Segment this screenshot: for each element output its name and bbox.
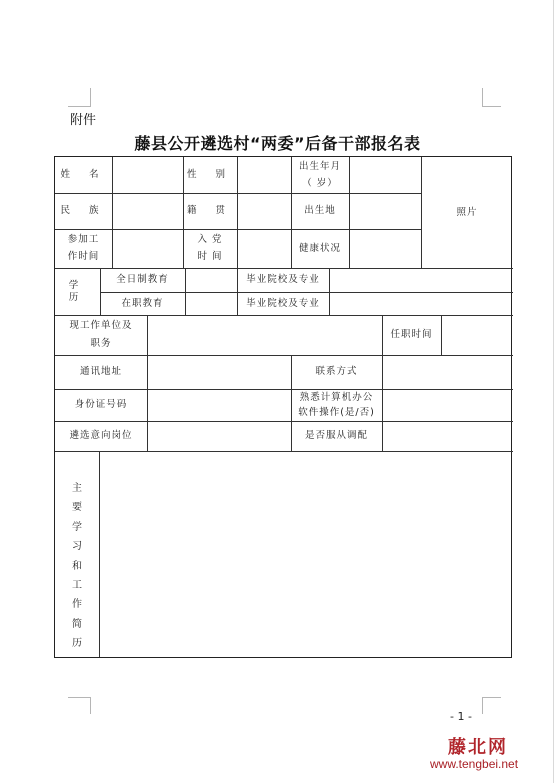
resume-char: 学: [72, 521, 82, 533]
computer-skill-label-2: 软件操作(是/否): [298, 406, 375, 418]
name-label: 姓 名: [60, 169, 107, 180]
col-line: [349, 157, 350, 268]
crop-mark-bottom-right: [482, 697, 501, 714]
fulltime-education-label: 全日制教育: [116, 274, 169, 285]
attachment-label: 附件: [70, 113, 97, 128]
photo-label: 照片: [456, 206, 478, 218]
resume-char: 要: [72, 502, 82, 514]
current-job-label: 现工作单位及: [69, 320, 133, 331]
registration-form-table: [54, 156, 512, 658]
watermark-logo-text: 藤北网: [448, 737, 508, 758]
col-line: [147, 355, 148, 451]
ethnicity-label: 民 族: [60, 205, 107, 216]
birthplace-label: 出生地: [304, 205, 336, 216]
col-line: [237, 157, 238, 268]
id-number-label: 身份证号码: [74, 399, 128, 410]
col-line: [329, 268, 330, 315]
resume-char: 习: [72, 541, 82, 553]
tenure-label: 任职时间: [390, 329, 433, 340]
native-place-label: 籍 贯: [186, 205, 234, 216]
page-number: - 1 -: [450, 710, 472, 723]
resume-char: 历: [72, 638, 82, 650]
birth-date-label: 出生年月: [298, 161, 341, 172]
col-line: [441, 315, 442, 355]
party-join-label-2: 时 间: [197, 251, 223, 262]
work-start-label-2: 作时间: [67, 251, 100, 262]
age-label: （ 岁）: [302, 178, 338, 189]
row-line: [55, 229, 421, 230]
crop-mark-top-right: [482, 88, 501, 107]
row-line: [55, 451, 513, 452]
resume-char: 简: [72, 618, 82, 630]
work-start-label: 参加工: [67, 234, 100, 245]
party-join-label: 入 党: [197, 234, 223, 245]
crop-mark-top-left: [68, 88, 91, 107]
adjustment-label: 是否服从调配: [304, 430, 368, 441]
col-line: [382, 355, 383, 451]
school-major-label-1: 毕业院校及专业: [246, 274, 320, 285]
position-label: 遴选意向岗位: [69, 430, 133, 441]
col-line: [147, 315, 148, 355]
resume-char: 工: [72, 580, 82, 592]
resume-char: 和: [72, 560, 82, 572]
address-label: 通讯地址: [79, 366, 122, 377]
computer-skill-label: 熟悉计算机办公: [299, 391, 374, 403]
resume-char: 主: [72, 483, 82, 494]
health-label: 健康状况: [298, 242, 341, 254]
col-line: [99, 451, 100, 657]
crop-mark-bottom-left: [68, 697, 91, 714]
row-line: [55, 315, 513, 316]
resume-label: [70, 479, 84, 654]
resume-char: 作: [72, 599, 82, 611]
gender-label: 性 别: [186, 169, 234, 180]
current-job-label-2: 职务: [90, 338, 112, 349]
watermark-url: www.tengbei.net: [430, 757, 519, 771]
col-line: [185, 268, 186, 315]
contact-label: 联系方式: [315, 366, 358, 377]
school-major-label-2: 毕业院校及专业: [246, 297, 320, 309]
education-label: 学 历: [68, 279, 87, 303]
inservice-education-label: 在职教育: [121, 297, 164, 309]
col-line: [112, 157, 113, 268]
form-title: 藤县公开遴选村“两委”后备干部报名表: [134, 134, 421, 153]
